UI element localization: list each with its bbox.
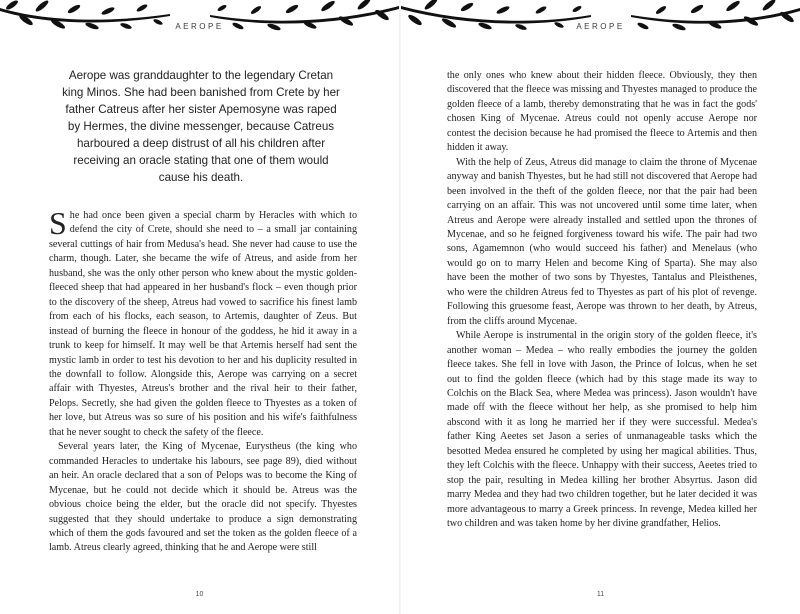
paragraph-1 bbox=[49, 205, 357, 440]
page-number-left: 10 bbox=[195, 591, 204, 598]
paragraph-continued: the only ones who knew about their hidden fleece. Obviously, they then discovered that the fleece was missing and Thyestes managed to produce the golden fleece of a lamb, thereby demonstrating that he was in fact the gods' chosen King of Mycenae. Atreus could not openly accuse Aerope nor contest the decision because he had promised the fleece to Artemis and then hidden it away. bbox=[447, 70, 757, 154]
right-page bbox=[401, 0, 800, 614]
body-text-right bbox=[447, 69, 757, 532]
running-head-right: AEROPE bbox=[576, 22, 625, 31]
page-number-right: 11 bbox=[596, 591, 605, 598]
paragraph-2: Several years later, the King of Mycenae, Eurystheus (the king who commanded Heracles to undertake his labours, see page 89), died without an heir. An oracle declared that a son of Pelops was to become the King of Mycenae, but he could not decide which it should be. Atreus was the obvious choice being the elder, but the oracle did not specify. Thyestes suggested that they should undertake to produce a sign demonstrating which of them the gods favoured and set the token as the golden fleece of a lamb. Atreus clearly agreed, thinking that he and Aerope were still bbox=[49, 441, 357, 554]
paragraph-1-text: he had once been given a special charm by Heracles with which to defend the city of Crete, should she need to – a small jar containing several cuttings of hair from Medusa's head. She never had cause to use the charm, though. Later, she became the wife of Atreus, and aside from her husband, she was the only other person who knew about the mystic golden-fleeced sheep that had appeared in her husband's flock – even though prior to the discovery of the sheep, Atreus had vowed to sacrifice his finest lamb from each of his flocks, each season, to Artemis, daughter of Zeus. But instead of burning the fleece in honour of the goddess, he hid it away in a trunk to keep for himself. It may well be that Artemis herself had sent the mystic lamb in order to test his devotion to her and his duplicity resulted in the downfall to follow. Alongside this, Aerope was carrying on a secret affair with Thyestes, Atreus's brother and the rival heir to their father, Pelops. Secretly, she had given the golden fleece to Thyestes as a token of her love, but Atreus was so sure of his position and his wife's faithfulness that he never sought to check the safety of the fleece. bbox=[49, 210, 357, 438]
drop-cap: S bbox=[49, 205, 67, 241]
paragraph-medea: While Aerope is instrumental in the origin story of the golden fleece, it's another woman – Medea – who really embodies the journey the golden fleece takes. She fell in love with Jason, the Prince of Iolcus, when he set out to find the golden fleece (which had by this stage made its way to Colchis on the Black Sea, where Medea was princess). Jason wouldn't have made off with the fleece without her help, as she promised to help him abscond with it as long he married her if they were successful. Medea's father King Aeetes set Jason a series of unmanageable tasks which the besotted Medea ensured he completed by using her magical abilities. Thus, they left Colchis with the fleece. Unhappy with their success, Aeetes tried to stop the pair, resulting in Medea killing her brother Absyrtus. Jason did marry Medea and they had two children together, but he later decided it was more advantageous to marry a Greek princess. In revenge, Medea killed her two children and was taken home by her divine grandfather, Helios. bbox=[447, 330, 757, 530]
chapter-summary: Aerope was granddaughter to the legendary Cretan king Minos. She had been banished from Crete by her father Catreus after her sister Apemosyne was raped by Hermes, the divine messenger, because Catreus harboured a deep distrust of all his children after receiving an oracle stating that one of them would cause his death. bbox=[62, 69, 340, 184]
body-text-left bbox=[49, 205, 357, 556]
running-head-left: AEROPE bbox=[175, 22, 224, 31]
paragraph-zeus: With the help of Zeus, Atreus did manage to claim the throne of Mycenae anyway and banish Thyestes, but he had still not discovered that Aerope had been involved in the theft of the golden fleece, nor that the pair had been carrying on an affair. This was not uncovered until some time later, when Atreus and Aerope were already installed and settled upon the thrones of Mycenae, and so he feigned forgiveness toward his wife. The pair had two sons, Agamemnon (who would succeed his father) and Menelaus (who would go on to marry Helen and become King of Sparta). She may also have been the mother of two sons by Thyestes, Tantalus and Pleisthenes, who were the children Atreus fed to Thyestes as part of his plot of revenge. Following this gruesome feast, Aerope was thrown to her death, by Atreus, from the cliffs around Mycenae. bbox=[447, 156, 757, 327]
left-page bbox=[0, 0, 399, 614]
